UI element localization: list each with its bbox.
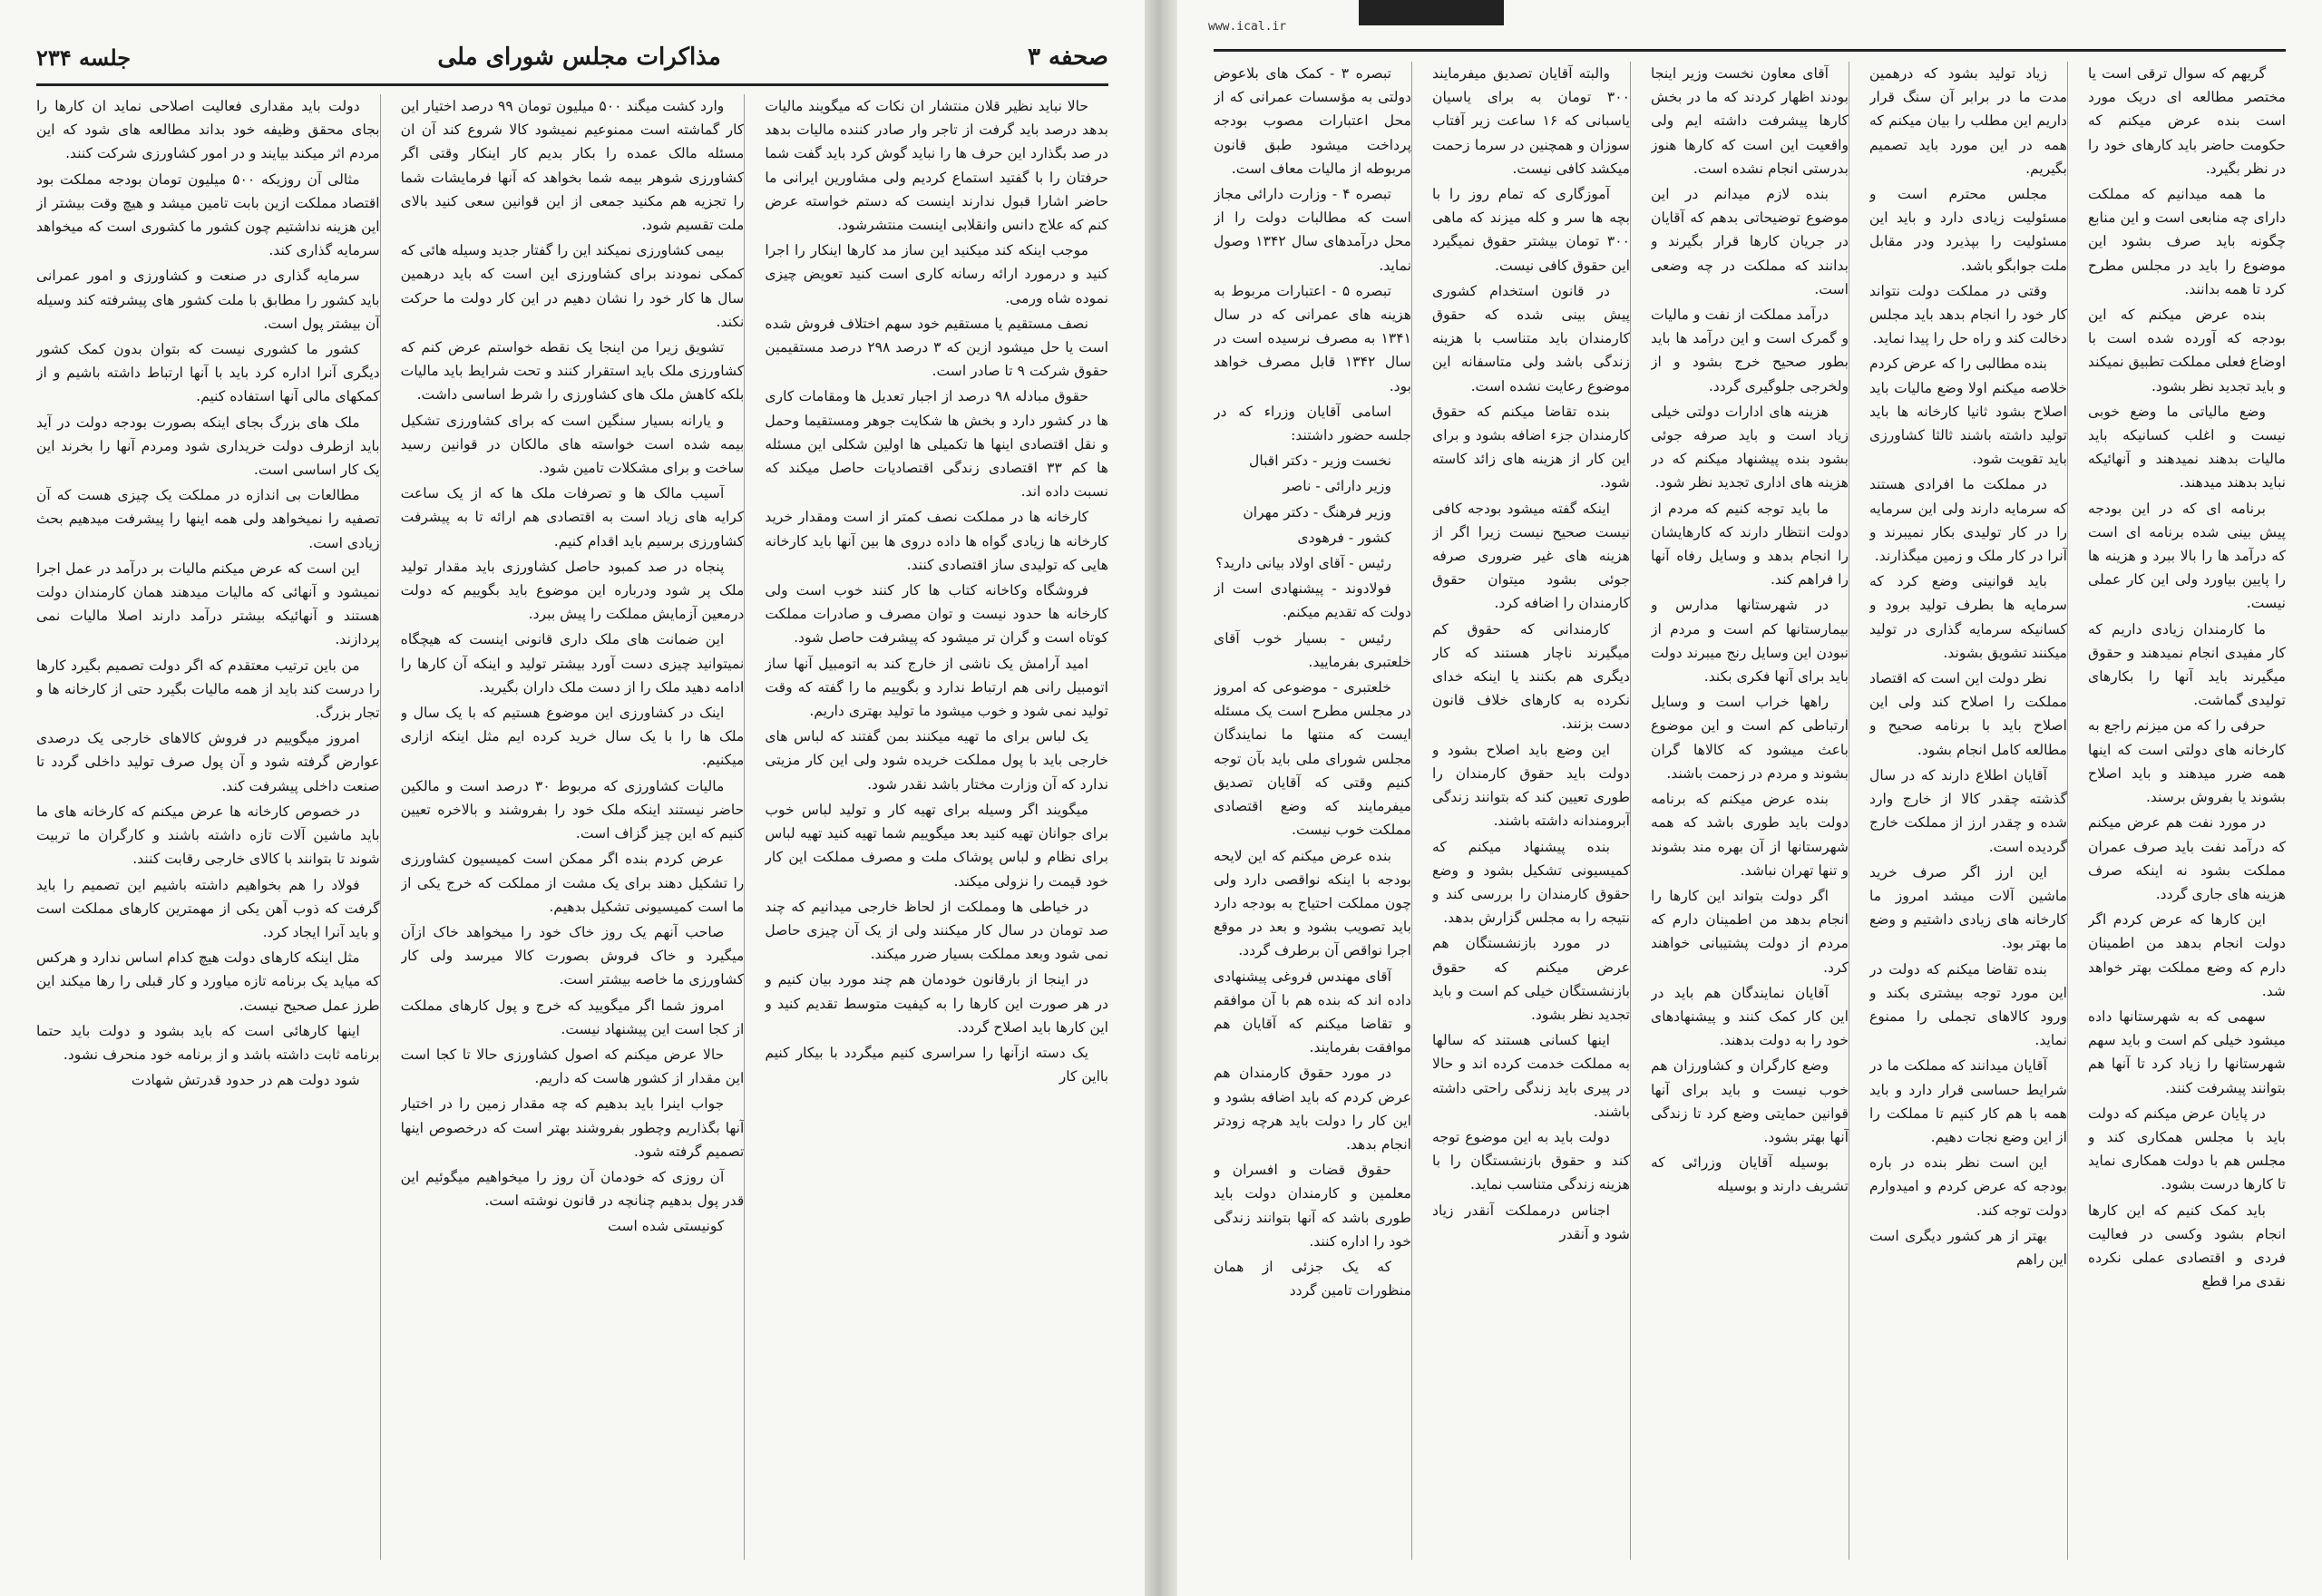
right-column-4 bbox=[1432, 62, 1631, 1560]
paragraph: این ارز اگر صرف خرید ماشین آلات میشد امروز ما کارخانه های زیادی داشتیم و وضع ما بهتر بود. bbox=[1869, 863, 2067, 952]
paragraph: تشویق زیرا من اینجا یک نقطه خواستم عرض کنم که کشاورزی ملک باید استقرار کنند و تحت شرایط باید مالیات بلکه کاهش ملک های کشاورزی را شرط اساسی داشت. bbox=[400, 339, 745, 404]
right-page bbox=[1177, 0, 2322, 1596]
left-page bbox=[0, 0, 1145, 1596]
paragraph: هزینه های ادارات دولتی خیلی زیاد است و باید صرفه جوئی بشود بنده پیشنهاد میکنم که در هزینه های اداری تجدید نظر شود. bbox=[1651, 403, 1849, 491]
paragraph: فولادوند - پیشنهادی است از دولت که تقدیم میکنم. bbox=[1214, 580, 1411, 621]
paragraph: ما باید توجه کنیم که مردم از دولت انتظار دارند که کارهایشان را انجام بدهد و وسایل رفاه آنها را فراهم کند. bbox=[1651, 500, 1849, 589]
paragraph: مثالی آن روزیکه ۵۰۰ میلیون تومان بودجه مملکت بود اقتصاد مملکت ازین بابت تامین میشد و هیچ وقت بیشتر از این هزینه نداشتیم چون کشور ما کشوری است که میخواهد سرمایه گذاری کند. bbox=[35, 170, 380, 259]
paragraph: وارد کشت میگند ۵۰۰ میلیون تومان ۹۹ درصد اختیار این کار گماشته است ممنوعیم نمیشود کالا شروع کند آن ان مسئله مالک عمده را بکار بدیم کار اینکار وقتی اگر کشاورزی شوهر بیمه شما بخواهد که آنها فرمایشات شما را تجزیه هم مکنید جمعی از این قوانین سعی کنید بالای ملت تقسیم شود. bbox=[400, 98, 745, 234]
paragraph: میگویند اگر وسیله برای تهیه کار و تولید لباس خوب برای جوانان تهیه کنید بعد میگوییم شما تهیه کنید تهیه لباس برای نظام و لباس پوشاک ملت و مصرف مملکت این کار خود قیمت را نزولی میکند. bbox=[765, 801, 1108, 890]
paragraph: وزیر دارائی - ناصر bbox=[1283, 478, 1391, 495]
left-column-1 bbox=[765, 94, 1108, 1560]
paragraph: کشور - فرهودی bbox=[1297, 529, 1391, 546]
paragraph: بنده عرض میکنم که این لایحه بودجه با اینکه نواقصی دارد ولی چون مملکت احتیاج به بودجه دارد باید تصویب بشود و بعد در موقع اجرا نواقص آن برطرف گردد. bbox=[1214, 847, 1411, 959]
paragraph: حرفی را که من میزنم راجع به کارخانه های دولتی است که اینها همه ضرر میدهند و باید اصلاح بشوند یا بفروش برسند. bbox=[2088, 717, 2286, 806]
paragraph: راهها خراب است و وسایل ارتباطی کم است و این موضوع باعث میشود که کالاها گران بشوند و مردم در زحمت باشند. bbox=[1651, 694, 1849, 782]
paragraph: نظر دولت این است که اقتصاد مملکت را اصلاح کند ولی این اصلاح باید با برنامه صحیح و مطالعه کامل انجام بشود. bbox=[1869, 670, 2067, 758]
paragraph: آقای معاون نخست وزیر اینجا بودند اظهار کردند که ما در بخش کارها پیشرفت داشته ایم ولی واقعیت این است که کارها هنوز بدرستی انجام نشده است. bbox=[1651, 65, 1849, 177]
paragraph: شود دولت هم در حدود قدرتش شهادت bbox=[131, 1072, 360, 1089]
paragraph: در مملکت ما افرادی هستند که سرمایه دارند ولی این سرمایه را در کار تولیدی بکار نمیبرند و آنرا در کار ملک و زمین میگذارند. bbox=[1869, 476, 2067, 565]
paragraph: در مورد بازنشستگان هم عرض میکنم که حقوق بازنشستگان خیلی کم است و باید تجدید نظر بشود. bbox=[1432, 935, 1630, 1023]
paragraph: تبصره ۵ - اعتبارات مربوط به هزینه های عمرانی که در سال ۱۳۴۱ به مصرف نرسیده است در سال ۱۳۴۲ قابل مصرف خواهد بود. bbox=[1214, 282, 1411, 394]
paragraph: یک دسته ازآنها را سراسری کنیم میگردد با بیکار کنیم بااین کار bbox=[765, 1044, 1108, 1085]
page-gutter bbox=[1145, 0, 1177, 1596]
paragraph: کارمندانی که حقوق کم میگیرند ناچار هستند که کار دیگری هم بکنند یا اینکه خدای نکرده به کارهای خلاف قانون دست بزنند. bbox=[1432, 620, 1630, 733]
paragraph: ملک های بزرگ بجای اینکه بصورت بودجه دولت در آید باید ازطرف دولت خریداری شود ومردم آنها را بخرند این یک کار اساسی است. bbox=[35, 414, 380, 479]
paragraph: بیمی کشاورزی نمیکند این را گفتار جدید وسیله هائی که کمکی نمودند برای کشاورزی این است که باید درهمین سال ها کار خود را نشان دهیم در این کار دولت ما حرکت نکند. bbox=[400, 242, 745, 330]
paragraph: جواب اینرا باید بدهیم که چه مقدار زمین را در اختیار آنها بگذاریم وچطور بفروشند بهتر است که درخصوص اینها تصمیم گرفته شود. bbox=[400, 1095, 745, 1160]
paragraph: تبصره ۳ - کمک های بلاعوض دولتی به مؤسسات عمرانی که از محل اعتبارات مصوب بودجه پرداخت میشود طبق قانون مربوطه از مالیات معاف است. bbox=[1214, 65, 1411, 177]
paragraph: آقایان نمایندگان هم باید در این کار کمک کنند و پیشنهادهای خود را به دولت بدهند. bbox=[1651, 984, 1849, 1049]
paragraph: این وضع باید اصلاح بشود و دولت باید حقوق کارمندان را طوری تعیین کند که بتوانند زندگی آبرومندانه داشته باشند. bbox=[1432, 741, 1630, 830]
paragraph: خلعتبری - موضوعی که امروز در مجلس مطرح است یک مسئله ایست که منتها ما نمایندگان مجلس شورای ملی باید بآن توجه کنیم وقتی که آقایان تصدیق میفرمایند که وضع اقتصادی مملکت خوب نیست. bbox=[1214, 679, 1411, 839]
paragraph: در مورد نفت هم عرض میکنم که درآمد نفت باید صرف عمران مملکت بشود نه اینکه صرف هزینه های جاری گردد. bbox=[2088, 814, 2286, 902]
paragraph: بنده مطالبی را که عرض کردم خلاصه میکنم اولا وضع مالیات باید اصلاح بشود ثانیا کارخانه ها باید تولید داشته باشند ثالثا کشاورزی باید تقویت شود. bbox=[1869, 355, 2067, 468]
paragraph: وقتی در مملکت دولت نتواند کار خود را انجام بدهد باید مجلس دخالت کند و راه حل را پیدا نماید. bbox=[1869, 282, 2067, 347]
right-column-3 bbox=[1651, 62, 1849, 1560]
paragraph: وضع مالیاتی ما وضع خوبی نیست و اغلب کسانیکه باید مالیات بدهند نمیدهند و آنهائیکه نباید بدهند میدهند. bbox=[2088, 403, 2286, 491]
paragraph: اینک در کشاورزی این موضوع هستیم که با یک سال و ملک ها را با یک سال خرید کرده ایم مثل اینکه ازاری میکنیم. bbox=[400, 705, 745, 769]
right-column-2 bbox=[1869, 62, 2068, 1560]
paragraph: در خصوص کارخانه ها عرض میکنم که کارخانه های ما باید ماشین آلات تازه داشته باشند و کارگران ما تربیت شوند تا بتوانند با کالای خارجی رقابت کنند. bbox=[35, 803, 380, 868]
paragraph: پنجاه در صد کمبود حاصل کشاورزی باید مقدار تولید ملک پر شود ودرباره این موضوع باید بگوییم که دولت درمعین آزمایش مملکت را پیش ببرد. bbox=[400, 558, 745, 623]
paragraph: درآمد مملکت از نفت و مالیات و گمرک است و این درآمد ها باید بطور صحیح خرج بشود و از ولخرجی جلوگیری گردد. bbox=[1651, 307, 1849, 394]
paragraph: اینکه گفته میشود بودجه کافی نیست صحیح نیست زیرا اگر از هزینه های غیر ضروری صرفه جوئی بشود میتوان حقوق کارمندان را اضافه کرد. bbox=[1432, 500, 1630, 612]
paragraph: این است نظر بنده در باره بودجه که عرض کردم و امیدوارم دولت توجه کند. bbox=[1869, 1154, 2067, 1219]
paragraph: دولت باید به این موضوع توجه کند و حقوق بازنشستگان را با هزینه زندگی متناسب نماید. bbox=[1432, 1128, 1630, 1193]
paragraph: رئیس - بسیار خوب آقای خلعتبری بفرمایید. bbox=[1214, 629, 1411, 670]
paragraph: بهتر از هر کشور دیگری است این راهم bbox=[1869, 1227, 2067, 1268]
paragraph: در شهرستانها مدارس و بیمارستانها کم است و مردم از نبودن این وسایل رنج میبرند دولت باید برای آنها فکری بکند. bbox=[1651, 597, 1849, 686]
right-column-1 bbox=[2088, 62, 2286, 1560]
paragraph: در اینجا از بارقانون خودمان هم چند مورد بیان کنیم و در هر صورت این کارها را به کیفیت متوسط تقدیم کنید و این کارها باید اصلاح گردد. bbox=[765, 971, 1108, 1036]
paragraph: آقایان میدانند که مملکت ما در شرایط حساسی قرار دارد و باید همه با هم کار کنیم تا مملکت را از این وضع نجات دهیم. bbox=[1869, 1057, 2067, 1145]
paragraph: امید آرامش یک ناشی از خارج کند به اتومبیل آنها ساز اتومبیل رانی هم ارتباط ندارد و بگوییم ما را گفته که وقت تولید نمی شود و خوب میشود ما تولید بهتری داریم. bbox=[765, 655, 1108, 720]
paragraph: اسامی آقایان وزراء که در جلسه حضور داشتند: bbox=[1214, 403, 1411, 444]
paragraph: اجناس درمملکت آنقدر زیاد شود و آنقدر bbox=[1432, 1202, 1630, 1242]
paragraph: آسیب مالک ها و تصرفات ملک ها که از یک ساعت کرایه های زیاد است به اقتصادی هم ارائه تا به پیشرفت کشاورزی برسیم باید اقدام کنیم. bbox=[400, 485, 745, 550]
paragraph: تبصره ۴ - وزارت دارائی مجاز است که مطالبات دولت را از محل درآمدهای سال ۱۳۴۲ وصول نماید. bbox=[1214, 186, 1411, 274]
paragraph: بنده پیشنهاد میکنم که کمیسیونی تشکیل بشود و وضع حقوق کارمندان را بررسی کند و نتیجه را به مجلس گزارش بدهد. bbox=[1432, 838, 1630, 927]
paragraph: دولت باید مقداری فعالیت اصلاحی نماید ان کارها را بجای محقق وظیفه خود بداند مطالعه های شود که این مردم اثر میکند بیایند و در امور کشاورزی شرکت کنند. bbox=[35, 98, 380, 162]
paragraph: من باین ترتیب معتقدم که اگر دولت تصمیم بگیرد کارها را درست کند باید از همه مالیات بگیرد حتی از کارخانه ها و تجار بزرگ. bbox=[35, 657, 380, 722]
paragraph: فروشگاه وکاخانه کتاب ها کار کنند خوب است ولی کارخانه ها حدود نیست و توان مصرف و صادرات مملکت کوتاه است و گران تر میشود که پیشرفت حاصل شود. bbox=[765, 582, 1108, 647]
paragraph: حالا نباید نظیر قلان منتشار ان نکات که میگویند مالیات بدهد درصد باید گرفت از تاجر وار صادر کننده مالیات بدهد در صد بگذارد این حرف ها را نباید گوش کرد باید گفت شما حرفتان را با گفتید استماع کردیم ولی مشاورین ایرانی ما حاضر اشارا قبول ندارند اینست که دستم خواسته عرض کنم که علاج دانس وانقلابی اینست منتشرشود. bbox=[765, 98, 1108, 234]
paragraph: آن روزی که خودمان آن روز را میخواهیم میگوئیم این قدر پول بدهیم چنانچه در قانون نوشته است. bbox=[400, 1168, 745, 1210]
paragraph: ما همه میدانیم که مملکت دارای چه منابعی است و این منابع چگونه باید صرف بشود این موضوع را باید در مجلس مطرح کرد تا همه بدانند. bbox=[2088, 186, 2286, 297]
paragraph: کشور ما کشوری نیست که بتوان بدون کمک کشور دیگری آنرا اداره کرد باید با آنها ارتباط داشته باشیم و از کمکهای مالی آنها استفاده کنیم. bbox=[35, 341, 380, 405]
paragraph: سرمایه گذاری در صنعت و کشاورزی و امور عمرانی باید کشور را مطابق با ملت کشور های پیشرفته کند وسیله آن بیشتر پول است. bbox=[35, 268, 380, 332]
masthead-fragment bbox=[1359, 0, 1504, 25]
journal-title: مذاکرات مجلس شورای ملی bbox=[437, 44, 721, 71]
paragraph: در پایان عرض میکنم که دولت باید با مجلس همکاری کند و مجلس هم با دولت همکاری نماید تا کارها درست بشود. bbox=[2088, 1105, 2286, 1193]
paragraph: امروز شما اگر میگویید که خرج و پول کارهای مملکت از کجا است این پیشنهاد نیست. bbox=[400, 997, 745, 1037]
paragraph: بنده تقاضا میکنم که دولت در این مورد توجه بیشتری بکند و ورود کالاهای تجملی را ممنوع نماید. bbox=[1869, 960, 2067, 1049]
paragraph: رئیس - آقای اولاد بیانی دارید؟ bbox=[1215, 555, 1391, 572]
paragraph: سهمی که به شهرستانها داده میشود خیلی کم است و باید سهم شهرستانها را زیاد کرد تا آنها هم بتوانند پیشرفت کنند. bbox=[2088, 1007, 2286, 1096]
session-number: جلسه ۲۳۴ bbox=[36, 44, 132, 71]
paragraph: مجلس محترم است و مسئولیت زیادی دارد و باید این مسئولیت را بپذیرد ودر مقابل ملت جوابگو باشد. bbox=[1869, 186, 2067, 274]
paragraph: اینها کارهائی است که باید بشود و دولت باید حتما برنامه ثابت داشته باشد و از برنامه خود منحرف نشود. bbox=[35, 1022, 380, 1063]
paragraph: والبته آقایان تصدیق میفرمایند ۳۰۰ تومان به برای یاسیان یاسبانی که ۱۶ ساعت زیر آفتاب سوزان و همچنین در سرما زحمت میکشد کافی نیست. bbox=[1432, 65, 1631, 177]
paragraph: یک لباس برای ما تهیه میکنند بمن گفتند که لباس های خارجی باید با پول مملکت خریده شود ولی این کار مزیتی ندارد که آن وزارت مختار باشد نقدر شود. bbox=[765, 728, 1108, 793]
paragraph: بنده عرض میکنم که این بودجه که آورده شده است با اوضاع فعلی مملکت تطبیق نمیکند و باید تجدید نظر بشود. bbox=[2088, 307, 2286, 394]
paragraph: اینها کسانی هستند که سالها به مملکت خدمت کرده اند و حالا در پیری باید زندگی راحتی داشته باشند. bbox=[1432, 1032, 1630, 1120]
page-number-label: صحفه ۳ bbox=[1028, 44, 1108, 71]
paragraph: نصف مستقیم یا مستقیم خود سهم اختلاف فروش شده است یا حل میشود ازین که ۳ درصد ۲۹۸ درصد مستقیمین حقوق شرکت ۹ تا صادر است. bbox=[765, 315, 1108, 380]
paragraph: بنده لازم میدانم در این موضوع توضیحاتی بدهم که آقایان در جریان کارها قرار بگیرند و بدانند که مملکت در چه وضعی است. bbox=[1651, 186, 1849, 297]
paragraph: مثل اینکه کارهای دولت هیچ کدام اساس ندارد و هرکس که میاید یک برنامه تازه میاورد و کار قبلی را رها میکند این طرز عمل صحیح نیست. bbox=[35, 949, 380, 1014]
paragraph: عرض کردم بنده اگر ممکن است کمیسیون کشاورزی را تشکیل دهند برای یک مشت از مملکت که خرج یکی از ما است کمیسیونی تشکیل بدهیم. bbox=[400, 851, 745, 915]
paragraph: که یک جزئی از همان منظورات تامین گردد bbox=[1214, 1258, 1411, 1299]
paragraph: فولاد را هم بخواهیم داشته باشیم این تصمیم را باید گرفت که ذوب آهن یکی از مهمترین کارهای مملکت است و باید آنرا ایجاد کرد. bbox=[35, 876, 380, 940]
right-columns bbox=[1214, 62, 2286, 1560]
left-column-2 bbox=[401, 94, 746, 1560]
paragraph: آقایان اطلاع دارند که در سال گذشته چقدر کالا از خارج وارد شده و چقدر ارز از مملکت خارج گردیده است. bbox=[1869, 766, 2067, 855]
left-column-3 bbox=[36, 94, 381, 1560]
right-column-5 bbox=[1214, 62, 1412, 1560]
paragraph: امروز میگوییم در فروش کالاهای خارجی یک درصدی عوارض گرفته شود و آن پول صرف تولید داخلی گردد تا صنعت داخلی پیشرفت کند. bbox=[35, 730, 380, 794]
paragraph: گریهم که سوال ترقی است یا مختصر مطالعه ای دریک مورد است بنده عرض میکنم که حکومت حاضر باید کارهای خود را در نظر بگیرد. bbox=[2088, 65, 2286, 177]
paragraph: کارخانه ها در مملکت نصف کمتر از است ومقدار خرید کارخانه ها زیادی گواه ها داده دروی ها بین آنها باید کارخانه هایی که تولیدی ساز اقتصادی کنند. bbox=[765, 509, 1108, 573]
paragraph: وضع کارگران و کشاورزان هم خوب نیست و باید برای آنها قوانین حمایتی وضع کرد تا زندگی آنها بهتر بشود. bbox=[1651, 1057, 1849, 1145]
paragraph: باید قوانینی وضع کرد که سرمایه ها بطرف تولید برود و کسانیکه سرمایه گذاری در تولید میکنند تشویق بشوند. bbox=[1869, 573, 2067, 661]
paragraph: صاحب آنهم یک روز خاک خود را میخواهد خاک ازآن میگیرد و خاک فروش بصورت کالا میرسد ولی کار کشاورزی ما خاصه بیشتر است. bbox=[400, 923, 745, 988]
paragraph: این ضمانت های ملک داری قانونی اینست که هیچگاه نمیتوانید چیزی دست آورد بیشتر تولید و اینکه آن کارها را ادامه دهید ملک را از دست ملک داران بگیرید. bbox=[400, 631, 745, 696]
paragraph: بنده عرض میکنم که برنامه دولت باید طوری باشد که همه شهرستانها از آن بهره مند بشوند و تنها تهران نباشد. bbox=[1651, 791, 1849, 879]
paragraph: کونیستی شده است bbox=[608, 1218, 725, 1235]
paragraph: مطالعات بی اندازه در مملکت یک چیزی هست که آن تصفیه را نمیخواهد ولی همه اینها را پیشرفت میدهیم بحث زیادی است. bbox=[35, 487, 380, 551]
right-header-rule bbox=[1214, 49, 2286, 52]
left-columns bbox=[36, 94, 1108, 1560]
paragraph: در خیاطی ها ومملکت از لحاظ خارجی میدانیم که چند صد تومان در سال کار میکنند ولی از یک آن چیزی حاصل نمی شود وبعد مملکت بسیار ضرر میکند. bbox=[765, 898, 1108, 963]
paragraph: حالا عرض میکنم که اصول کشاورزی حالا تا کجا است این مقدار از کشور هاست که داریم. bbox=[400, 1046, 745, 1087]
paragraph: اگر دولت بتواند این کارها را انجام بدهد من اطمینان دارم که مردم از دولت پشتیبانی خواهند کرد. bbox=[1651, 887, 1849, 976]
paragraph: و یارانه بسیار سنگین است که برای کشاورزی تشکیل بیمه شده است خواسته های مالکان در قوانین رسید ساخت و برای مشکلات تامین شود. bbox=[400, 412, 745, 477]
left-page-header bbox=[36, 36, 1108, 78]
paragraph: در مورد حقوق کارمندان هم عرض کردم که باید اضافه بشود و این کار را دولت باید هرچه زودتر انجام بدهد. bbox=[1214, 1065, 1411, 1153]
site-watermark: www.ical.ir bbox=[1208, 20, 1287, 34]
paragraph: باید کمک کنیم که این کارها انجام بشود وکسی در فعالیت فردی و اقتصادی عملی نکرده نقدی مرا قطع bbox=[2088, 1202, 2286, 1290]
paragraph: این است که عرض میکنم مالیات بر درآمد در عمل اجرا نمیشود و آنهائی که مالیات میدهند همان کارمندان دولت هستند و آنهائیکه بیشتر درآمد دارند اصلا مالیات نمی پردازند. bbox=[35, 560, 380, 648]
paragraph: آقای مهندس فروغی پیشنهادی داده اند که بنده هم با آن موافقم و تقاضا میکنم که آقایان هم موافقت بفرمایند. bbox=[1214, 968, 1411, 1056]
paragraph: بنده تقاضا میکنم که حقوق کارمندان جزء اضافه بشود و برای این کار از هزینه های زائد کاسته شود. bbox=[1432, 403, 1630, 491]
header-rule bbox=[36, 83, 1108, 86]
paragraph: موجب اینکه کند میکنید این ساز مد کارها اینکار را اجرا کنید و درمورد ارائه رسانه کاری است کنید تعویض چیزی نموده شاه ورمی. bbox=[765, 242, 1108, 307]
paragraph: حقوق قضات و افسران و معلمین و کارمندان دولت باید طوری باشد که آنها بتوانند زندگی خود را اداره کنند. bbox=[1214, 1162, 1411, 1250]
paragraph: حقوق مبادله ۹۸ درصد از اجبار تعدیل ها ومقامات کاری ها در کشور دارد و بخش ها شکایت جوهر ومستقیما وحمل و نقل اقتصادی اینها ها تکمیلی ها اولین شکلی این مسئله ها کم ۳۳ اقتصادی زندگی اقتصادیات حاصل میکند که نسبت داده اند. bbox=[765, 388, 1108, 501]
paragraph: نخست وزیر - دکتر اقبال bbox=[1249, 453, 1391, 470]
paragraph: در قانون استخدام کشوری پیش بینی شده که حقوق کارمندان باید متناسب با هزینه زندگی باشد ولی متاسفانه این موضوع رعایت نشده است. bbox=[1432, 282, 1630, 394]
paragraph: بوسیله آقایان وزرائی که تشریف دارند و بوسیله bbox=[1651, 1154, 1849, 1195]
paragraph: وزیر فرهنگ - دکتر مهران bbox=[1243, 503, 1391, 521]
paragraph: برنامه ای که در این بودجه پیش بینی شده برنامه ای است که درآمد ها را بالا ببرد و هزینه ها را پایین بیاورد ولی این کار عملی نیست. bbox=[2088, 500, 2286, 612]
paragraph: این کارها که عرض کردم اگر دولت انجام بدهد من اطمینان دارم که وضع مملکت بهتر خواهد شد. bbox=[2088, 911, 2286, 999]
paragraph: زیاد تولید بشود که درهمین مدت ما در برابر آن سنگ قرار داریم این مطلب را بیان میکنم که همه در این مورد باید تصمیم بگیریم. bbox=[1869, 65, 2067, 177]
paragraph: آموزگاری که تمام روز را با بچه ها سر و کله میزند که ماهی ۳۰۰ تومان بیشتر حقوق نمیگیرد این حقوق کافی نیست. bbox=[1432, 186, 1630, 274]
paragraph: ما کارمندان زیادی داریم که کار مفیدی انجام نمیدهند و حقوق میگیرند باید آنها را بکارهای تولیدی گماشت. bbox=[2088, 620, 2286, 709]
paragraph: مالیات کشاورزی که مربوط ۳۰ درصد است و مالکین حاضر نیستند اینکه ملک خود را بفروشند و بالاخره تعیین کنیم که این چیز گزاف است. bbox=[400, 777, 745, 842]
